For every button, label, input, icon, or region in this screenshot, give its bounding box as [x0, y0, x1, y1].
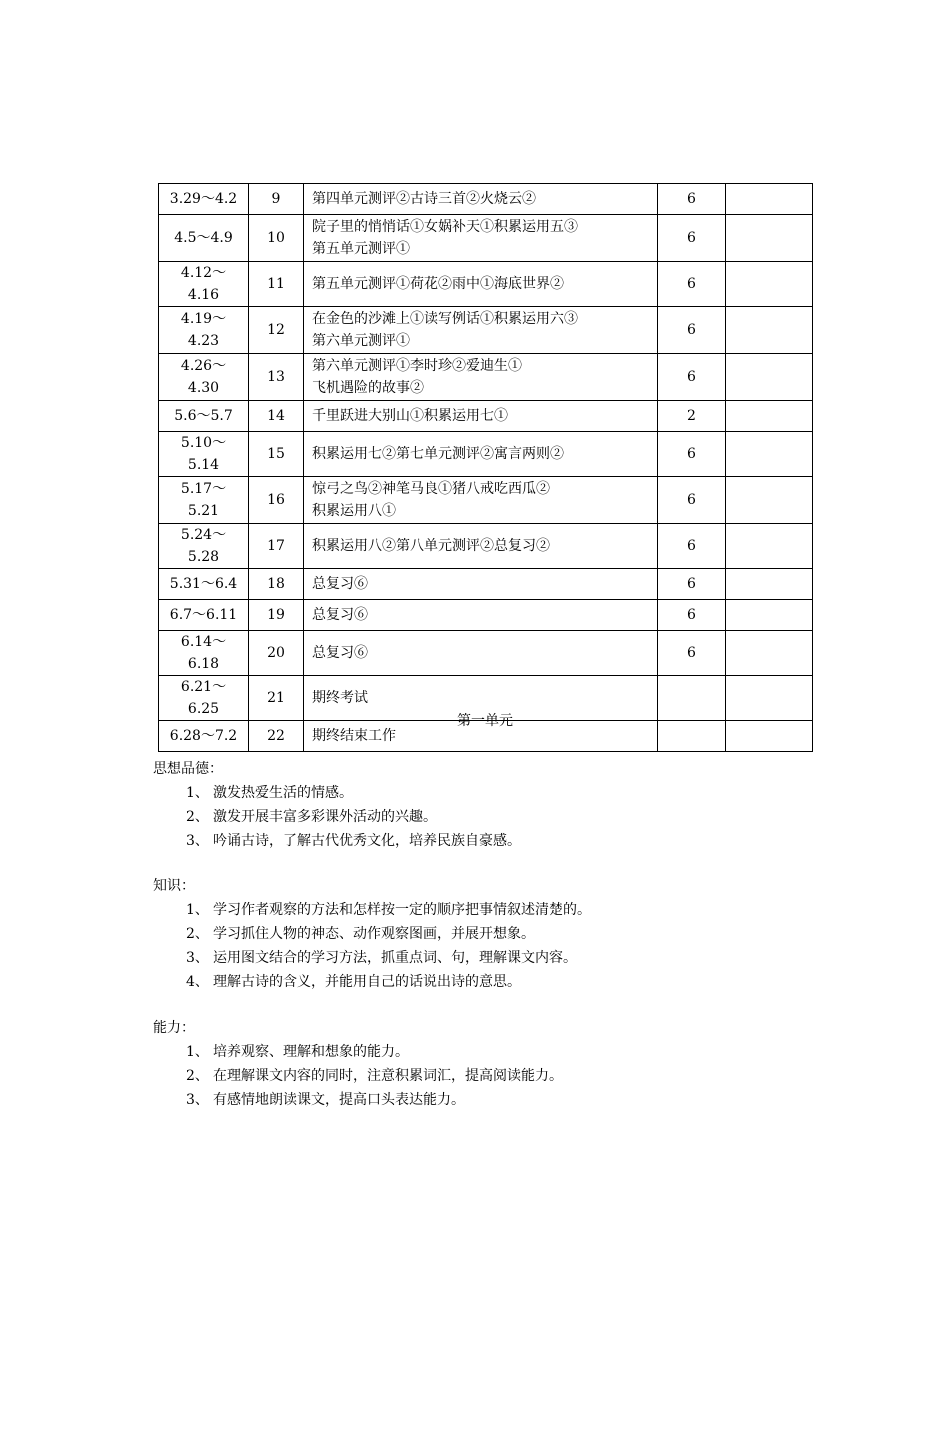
- content-line: 在金色的沙滩上①读写例话①积累运用六③: [312, 311, 578, 327]
- week-cell: 11: [249, 262, 304, 307]
- date-cell: 5.10～5.14: [159, 432, 249, 477]
- date-cell: 6.21～6.25: [159, 676, 249, 721]
- date-cell: 6.14～6.18: [159, 631, 249, 676]
- content-cell: [304, 307, 658, 354]
- date-cell: 6.7～6.11: [159, 600, 249, 631]
- schedule-table: [158, 183, 813, 752]
- week-cell: 16: [249, 477, 304, 524]
- item-text: 吟诵古诗，了解古代优秀文化，培养民族自豪感。: [213, 833, 521, 849]
- content-line: 期终考试: [312, 690, 368, 706]
- content-line: 第五单元测评①荷花②雨中①海底世界②: [312, 276, 564, 292]
- item-text: 有感情地朗读课文，提高口头表达能力。: [213, 1092, 465, 1108]
- table-row: [159, 262, 813, 307]
- content-cell: [304, 215, 658, 262]
- item-number: 1、: [186, 1044, 209, 1060]
- item-number: 4、: [186, 974, 209, 990]
- hours-cell: 6: [658, 477, 726, 524]
- date-cell: 5.6～5.7: [159, 401, 249, 432]
- week-cell: 22: [249, 721, 304, 752]
- unit-title: 第一单元: [457, 713, 513, 729]
- hours-cell: 6: [658, 307, 726, 354]
- table-row: [159, 524, 813, 569]
- week-cell: 15: [249, 432, 304, 477]
- table-row: [159, 354, 813, 401]
- section-heading: 能力：: [153, 1020, 195, 1036]
- week-cell: 17: [249, 524, 304, 569]
- date-cell: 3.29～4.2: [159, 184, 249, 215]
- list-item: [153, 946, 591, 970]
- note-cell: [726, 184, 813, 215]
- table-row: [159, 307, 813, 354]
- table-row: [159, 401, 813, 432]
- hours-cell: 6: [658, 262, 726, 307]
- item-text: 学习抓住人物的神态、动作观察图画，并展开想象。: [213, 926, 535, 942]
- content-cell: [304, 477, 658, 524]
- content-cell: [304, 401, 658, 432]
- content-cell: [304, 524, 658, 569]
- item-number: 2、: [186, 1068, 209, 1084]
- content-line: 积累运用七②第七单元测评②寓言两则②: [312, 446, 564, 462]
- item-text: 培养观察、理解和想象的能力。: [213, 1044, 409, 1060]
- note-cell: [726, 262, 813, 307]
- date-cell: 5.31～6.4: [159, 569, 249, 600]
- item-text: 学习作者观察的方法和怎样按一定的顺序把事情叙述清楚的。: [213, 902, 591, 918]
- content-line: 总复习⑥: [312, 607, 368, 623]
- item-text: 激发热爱生活的情感。: [213, 785, 353, 801]
- note-cell: [726, 401, 813, 432]
- list-item: [153, 1040, 563, 1064]
- table-row: [159, 215, 813, 262]
- hours-cell: 6: [658, 184, 726, 215]
- list-item: [153, 970, 591, 994]
- note-cell: [726, 215, 813, 262]
- note-cell: [726, 307, 813, 354]
- note-cell: [726, 569, 813, 600]
- week-cell: 21: [249, 676, 304, 721]
- hours-cell: 2: [658, 401, 726, 432]
- content-line: 总复习⑥: [312, 645, 368, 661]
- content-line: 第四单元测评②古诗三首②火烧云②: [312, 191, 536, 207]
- content-cell: [304, 354, 658, 401]
- item-text: 理解古诗的含义，并能用自己的话说出诗的意思。: [213, 974, 521, 990]
- section-knowledge: [153, 874, 591, 994]
- content-line: 院子里的悄悄话①女娲补天①积累运用五③: [312, 219, 578, 235]
- note-cell: [726, 524, 813, 569]
- content-line: 第五单元测评①: [312, 241, 410, 257]
- table-row: [159, 600, 813, 631]
- hours-cell: 6: [658, 432, 726, 477]
- content-line: 第六单元测评①李时珍②爱迪生①: [312, 358, 522, 374]
- note-cell: [726, 477, 813, 524]
- note-cell: [726, 631, 813, 676]
- schedule-body: [159, 184, 813, 752]
- list-item: [153, 898, 591, 922]
- item-number: 1、: [186, 785, 209, 801]
- content-line: 惊弓之鸟②神笔马良①猪八戒吃西瓜②: [312, 481, 550, 497]
- content-line: 飞机遇险的故事②: [312, 380, 424, 396]
- hours-cell: 6: [658, 600, 726, 631]
- content-cell: [304, 432, 658, 477]
- date-cell: 4.26～4.30: [159, 354, 249, 401]
- table-row: [159, 477, 813, 524]
- item-text: 激发开展丰富多彩课外活动的兴趣。: [213, 809, 437, 825]
- week-cell: 12: [249, 307, 304, 354]
- week-cell: 10: [249, 215, 304, 262]
- note-cell: [726, 354, 813, 401]
- hours-cell: 6: [658, 569, 726, 600]
- table-row: [159, 432, 813, 477]
- content-line: 第六单元测评①: [312, 333, 410, 349]
- date-cell: 5.24～5.28: [159, 524, 249, 569]
- section-heading: 思想品德：: [153, 761, 223, 777]
- item-number: 3、: [186, 1092, 209, 1108]
- table-row: [159, 569, 813, 600]
- item-number: 3、: [186, 950, 209, 966]
- content-cell: [304, 569, 658, 600]
- date-cell: 6.28～7.2: [159, 721, 249, 752]
- section-moral: [153, 757, 521, 853]
- list-item: [153, 922, 591, 946]
- content-line: 期终结束工作: [312, 728, 396, 744]
- date-cell: 4.12～4.16: [159, 262, 249, 307]
- hours-cell: 6: [658, 215, 726, 262]
- content-line: 积累运用八②第八单元测评②总复习②: [312, 538, 550, 554]
- list-item: [153, 781, 521, 805]
- date-cell: 5.17～5.21: [159, 477, 249, 524]
- hours-cell: 6: [658, 354, 726, 401]
- item-number: 1、: [186, 902, 209, 918]
- week-cell: 13: [249, 354, 304, 401]
- hours-cell: 6: [658, 524, 726, 569]
- item-number: 2、: [186, 926, 209, 942]
- content-line: 积累运用八①: [312, 503, 396, 519]
- table-row: [159, 184, 813, 215]
- list-item: [153, 1088, 563, 1112]
- content-cell: [304, 262, 658, 307]
- list-item: [153, 1064, 563, 1088]
- list-item: [153, 829, 521, 853]
- section-heading: 知识：: [153, 878, 195, 894]
- note-cell: [726, 432, 813, 477]
- table-row: [159, 631, 813, 676]
- list-item: [153, 805, 521, 829]
- item-number: 3、: [186, 833, 209, 849]
- content-line: 总复习⑥: [312, 576, 368, 592]
- week-cell: 18: [249, 569, 304, 600]
- content-line: 千里跃进大别山①积累运用七①: [312, 408, 508, 424]
- week-cell: 19: [249, 600, 304, 631]
- content-cell: [304, 631, 658, 676]
- item-text: 在理解课文内容的同时，注意积累词汇，提高阅读能力。: [213, 1068, 563, 1084]
- week-cell: 20: [249, 631, 304, 676]
- week-cell: 9: [249, 184, 304, 215]
- date-cell: 4.5～4.9: [159, 215, 249, 262]
- content-cell: [304, 184, 658, 215]
- content-cell: [304, 600, 658, 631]
- hours-cell: 6: [658, 631, 726, 676]
- item-number: 2、: [186, 809, 209, 825]
- week-cell: 14: [249, 401, 304, 432]
- section-ability: [153, 1016, 563, 1112]
- note-cell: [726, 600, 813, 631]
- date-cell: 4.19～4.23: [159, 307, 249, 354]
- item-text: 运用图文结合的学习方法，抓重点词、句，理解课文内容。: [213, 950, 577, 966]
